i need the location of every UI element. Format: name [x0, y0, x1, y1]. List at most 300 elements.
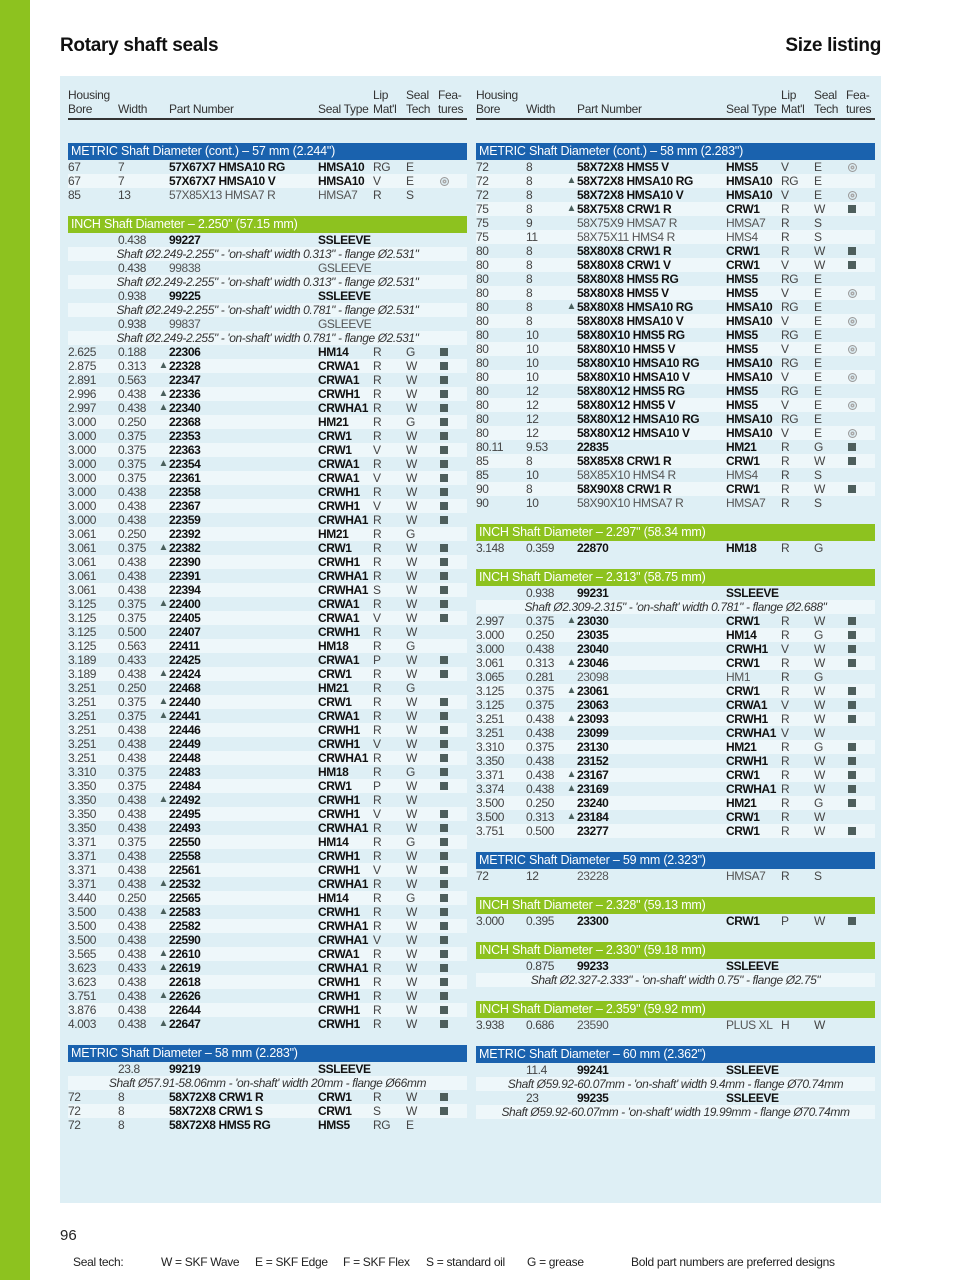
lip-material: V: [781, 398, 789, 412]
square-icon: [440, 390, 448, 398]
seal-type: CRWH1: [318, 989, 360, 1003]
housing-bore: [68, 233, 118, 247]
new-indicator-triangle-icon: [565, 244, 577, 258]
new-indicator-triangle-icon: ▲: [158, 962, 168, 973]
table-row: [68, 317, 467, 331]
part-number: 22411: [169, 639, 200, 653]
width: 10: [526, 356, 539, 370]
square-icon: [440, 852, 448, 860]
part-number: 22484: [169, 779, 201, 793]
table-row: [68, 709, 467, 723]
seal-type: HMSA7: [318, 188, 358, 202]
table-row: [476, 300, 875, 314]
width: 8: [118, 1104, 125, 1118]
square-icon: [848, 743, 856, 751]
part-number: 22358: [169, 485, 201, 499]
seal-type: SSLEEVE: [318, 233, 371, 247]
width: 0.438: [118, 821, 147, 835]
seal-tech: W: [814, 726, 825, 740]
lip-material: R: [373, 891, 382, 905]
part-number: 22405: [169, 611, 201, 625]
width: 0.563: [118, 373, 147, 387]
table-row: [68, 485, 467, 499]
new-indicator-triangle-icon: [157, 849, 169, 863]
part-number: 58X72X8 HMSA10 V: [577, 188, 684, 202]
seal-type: CRWHA1: [318, 961, 369, 975]
seal-type: CRWH1: [726, 712, 768, 726]
part-number: 57X85X13 HMSA7 R: [169, 188, 276, 202]
lip-material: [781, 1091, 814, 1105]
seal-type: CRW1: [318, 429, 352, 443]
features-cell: [438, 751, 467, 765]
new-indicator-triangle-icon: [157, 499, 169, 513]
seal-tech: W: [406, 779, 417, 793]
part-number: 58X80X10 HMS5 RG: [577, 328, 685, 342]
features-cell: [438, 345, 467, 359]
seal-type: HM1: [726, 670, 751, 684]
width: 0.281: [526, 670, 555, 684]
table-row: [476, 412, 875, 426]
housing-bore: 3.938: [476, 1018, 505, 1032]
lip-material: R: [373, 387, 382, 401]
square-icon: [440, 460, 448, 468]
table-row: [68, 499, 467, 513]
width: 0.438: [118, 387, 147, 401]
housing-bore: [476, 959, 526, 973]
table-row: [68, 863, 467, 877]
part-number: 58X72X8 CRW1 S: [169, 1104, 263, 1118]
part-number: 22400: [169, 597, 201, 611]
seal-tech: W: [406, 429, 417, 443]
part-number: 23240: [577, 796, 609, 810]
seal-type: CRWH1: [318, 905, 360, 919]
section-header: INCH Shaft Diameter – 2.313" (58.75 mm): [476, 569, 875, 586]
housing-bore: 2.997: [476, 614, 505, 628]
new-indicator-triangle-icon: [157, 835, 169, 849]
new-indicator-triangle-icon: ▲: [566, 615, 576, 626]
table-row: [476, 782, 875, 796]
width: 0.438: [118, 485, 147, 499]
new-indicator-triangle-icon: [565, 356, 577, 370]
lip-material: RG: [781, 384, 799, 398]
features-cell: [438, 905, 467, 919]
new-indicator-triangle-icon: [157, 919, 169, 933]
housing-bore: 72: [476, 869, 489, 883]
lip-material: R: [781, 656, 790, 670]
lip-material: R: [373, 835, 382, 849]
features-cell: [438, 429, 467, 443]
new-indicator-triangle-icon: [565, 698, 577, 712]
features-cell: [846, 454, 875, 468]
square-icon: [440, 866, 448, 874]
features-cell: [438, 415, 467, 429]
housing-bore: 3.061: [68, 569, 97, 583]
table-row: [476, 426, 875, 440]
housing-bore: 3.565: [68, 947, 97, 961]
features-cell: [438, 765, 467, 779]
part-number: 22361: [169, 471, 201, 485]
housing-bore: 3.061: [68, 527, 97, 541]
lip-material: V: [373, 863, 381, 877]
new-indicator-triangle-icon: [565, 384, 577, 398]
seal-tech: S: [406, 188, 414, 202]
housing-bore: 2.997: [68, 401, 97, 415]
width: 9: [526, 216, 533, 230]
seal-type: CRWA1: [318, 709, 360, 723]
table-row: [476, 754, 875, 768]
seal-tech: S: [814, 869, 822, 883]
part-number: 58X80X12 HMSA10 RG: [577, 412, 700, 426]
width: 0.438: [118, 933, 147, 947]
width: 0.438: [118, 233, 147, 247]
new-indicator-triangle-icon: [565, 796, 577, 810]
table-row: [476, 454, 875, 468]
header-text: tures: [846, 102, 872, 116]
seal-type: CRWHA1: [318, 919, 369, 933]
part-number: 99235: [577, 1091, 609, 1105]
lip-material: RG: [373, 1118, 391, 1132]
section-rows: [476, 541, 875, 555]
part-number: 23152: [577, 754, 609, 768]
width: 0.250: [526, 628, 555, 642]
seal-type: HM21: [318, 681, 349, 695]
width: 8: [526, 258, 533, 272]
new-indicator-triangle-icon: [157, 527, 169, 541]
width: 0.433: [118, 961, 147, 975]
left-column: [68, 80, 467, 1146]
square-icon: [440, 950, 448, 958]
part-number: 58X80X12 HMS5 RG: [577, 384, 685, 398]
width: 8: [526, 244, 533, 258]
size-listing-panel: [60, 76, 881, 1269]
table-row: [68, 821, 467, 835]
new-indicator-triangle-icon: [565, 482, 577, 496]
square-icon: [440, 600, 448, 608]
section-rows: [476, 586, 875, 838]
seal-type: HM21: [726, 796, 757, 810]
table-row: [68, 737, 467, 751]
part-number: 22306: [169, 345, 201, 359]
table-row: [68, 989, 467, 1003]
seal-type: HMS5: [726, 384, 758, 398]
seal-type: HMSA10: [726, 356, 773, 370]
new-indicator-triangle-icon: [565, 824, 577, 838]
part-number: 23040: [577, 642, 609, 656]
housing-bore: 80: [476, 384, 489, 398]
table-row: [476, 586, 875, 600]
features-cell: [846, 824, 875, 838]
square-icon: [848, 917, 856, 925]
new-indicator-triangle-icon: ▲: [566, 301, 576, 312]
square-icon: [440, 1107, 448, 1115]
section-rows: [476, 959, 875, 987]
housing-bore: 80: [476, 398, 489, 412]
table-row: [476, 796, 875, 810]
seal-type: CRWHA1: [318, 877, 369, 891]
seal-tech: W: [814, 712, 825, 726]
seal-type: HM21: [726, 740, 757, 754]
seal-tech: S: [814, 468, 822, 482]
housing-bore: 2.875: [68, 359, 97, 373]
table-row: [476, 272, 875, 286]
features-cell: [846, 726, 875, 740]
housing-bore: 3.251: [68, 695, 97, 709]
lip-material: S: [373, 583, 381, 597]
width: 8: [526, 160, 533, 174]
features-cell: [438, 1104, 467, 1118]
features-cell: [438, 457, 467, 471]
part-number: 22382: [169, 541, 201, 555]
width: 23.8: [118, 1062, 140, 1076]
seal-tech: W: [406, 989, 417, 1003]
part-number: 22347: [169, 373, 201, 387]
part-number: 58X80X8 HMSA10 V: [577, 314, 684, 328]
new-indicator-triangle-icon: ▲: [158, 1018, 168, 1029]
housing-bore: 3.500: [476, 810, 505, 824]
table-row: [476, 869, 875, 883]
seal-tech: W: [406, 1104, 417, 1118]
part-number: 23093: [577, 712, 609, 726]
width: 0.438: [118, 737, 147, 751]
table-row: [68, 174, 467, 188]
square-icon: [440, 838, 448, 846]
seal-type: CRW1: [726, 614, 760, 628]
seal-type: HMS5: [318, 1118, 350, 1132]
seal-tech: W: [406, 737, 417, 751]
features-cell: [438, 611, 467, 625]
lip-material: R: [781, 541, 790, 555]
header-cell: [68, 88, 118, 116]
square-icon: [440, 572, 448, 580]
part-number: 22558: [169, 849, 201, 863]
lip-material: [781, 959, 814, 973]
new-indicator-triangle-icon: [157, 188, 169, 202]
square-icon: [848, 617, 856, 625]
part-number: 22532: [169, 877, 201, 891]
lip-material: R: [373, 359, 382, 373]
housing-bore: 3.500: [476, 796, 505, 810]
housing-bore: 3.310: [68, 765, 97, 779]
square-icon: [440, 922, 448, 930]
header-cell: [118, 88, 157, 116]
table-row: [68, 289, 467, 303]
square-icon: [440, 474, 448, 482]
housing-bore: 3.751: [68, 989, 97, 1003]
table-row: [68, 541, 467, 555]
seal-type: CRWH1: [318, 793, 360, 807]
seal-type: CRW1: [318, 695, 352, 709]
header-text: Fea-: [438, 88, 462, 102]
new-indicator-triangle-icon: [565, 398, 577, 413]
table-row: [68, 681, 467, 695]
legend-grease: G = grease: [527, 1255, 584, 1269]
square-icon: [440, 488, 448, 496]
table-row: [68, 849, 467, 863]
seal-tech: W: [406, 877, 417, 891]
square-icon: [440, 362, 448, 370]
square-icon: [848, 631, 856, 639]
features-cell: [438, 807, 467, 821]
width: 23: [526, 1091, 539, 1105]
table-row: [68, 457, 467, 471]
header-text: Width: [526, 102, 556, 116]
table-row: [68, 597, 467, 611]
width: 10: [526, 496, 539, 510]
housing-bore: 3.148: [476, 541, 505, 555]
seal-type: HM21: [318, 527, 349, 541]
seal-tech: W: [406, 723, 417, 737]
section-rows: [476, 869, 875, 883]
new-indicator-triangle-icon: [565, 541, 577, 555]
new-indicator-triangle-icon: [157, 1062, 169, 1076]
features-cell: [438, 359, 467, 373]
seal-type: CRWA1: [318, 611, 360, 625]
seal-type: CRWH1: [318, 625, 360, 639]
square-icon: [440, 348, 448, 356]
seal-tech: G: [406, 639, 415, 653]
width: 12: [526, 426, 539, 440]
lip-material: R: [781, 712, 790, 726]
seal-type: CRWHA1: [318, 583, 369, 597]
seal-type: CRW1: [318, 541, 352, 555]
lip-material: R: [373, 667, 382, 681]
part-number: 23130: [577, 740, 609, 754]
seal-type: CRWH1: [318, 975, 360, 989]
features-cell: [846, 202, 875, 216]
width: 11.4: [526, 1063, 547, 1077]
new-indicator-triangle-icon: [565, 586, 577, 600]
square-icon: [848, 457, 856, 465]
housing-bore: 3.000: [68, 485, 97, 499]
seal-type: CRW1: [318, 1090, 352, 1104]
width: 8: [526, 174, 533, 188]
section-inch: [476, 524, 875, 555]
width: 0.438: [526, 642, 555, 656]
features-cell: [846, 754, 875, 768]
part-number: 58X72X8 HMSA10 RG: [577, 174, 693, 188]
square-icon: [848, 827, 856, 835]
new-indicator-triangle-icon: [157, 821, 169, 835]
new-indicator-triangle-icon: [565, 496, 577, 510]
lip-material: R: [373, 723, 382, 737]
part-number: 23169: [577, 782, 609, 796]
seal-tech: W: [406, 457, 417, 471]
housing-bore: 3.371: [476, 768, 505, 782]
lip-material: R: [781, 684, 790, 698]
lip-material: R: [781, 869, 790, 883]
page-title: Rotary shaft seals: [60, 35, 219, 56]
features-cell: [438, 947, 467, 961]
new-indicator-triangle-icon: [565, 188, 577, 203]
seal-type: HMS5: [726, 272, 758, 286]
width: 0.438: [118, 905, 147, 919]
housing-bore: 3.251: [68, 723, 97, 737]
housing-bore: 3.000: [68, 457, 97, 471]
seal-tech: [406, 233, 438, 247]
housing-bore: 3.371: [68, 835, 97, 849]
lip-material: V: [373, 933, 381, 947]
new-indicator-triangle-icon: [157, 1090, 169, 1104]
page-subtitle: Size listing: [785, 35, 881, 56]
seal-type: CRW1: [726, 824, 760, 838]
seal-tech: [814, 586, 846, 600]
square-icon: [440, 936, 448, 944]
housing-bore: 3.125: [68, 597, 97, 611]
lip-material: R: [781, 482, 790, 496]
seal-type: HM14: [318, 835, 349, 849]
header-text: Width: [118, 102, 148, 116]
new-indicator-triangle-icon: ▲: [158, 402, 168, 413]
seal-type: CRW1: [726, 202, 760, 216]
seal-tech: W: [406, 807, 417, 821]
square-icon: [440, 810, 448, 818]
part-number: 99233: [577, 959, 609, 973]
seal-type: GSLEEVE: [318, 317, 372, 331]
new-indicator-triangle-icon: [565, 426, 577, 441]
table-row: [68, 919, 467, 933]
housing-bore: 3.251: [476, 726, 505, 740]
new-indicator-triangle-icon: [157, 751, 169, 765]
seal-type: CRW1: [318, 667, 352, 681]
lip-material: R: [373, 821, 382, 835]
lip-material: [781, 1063, 814, 1077]
housing-bore: 80: [476, 370, 489, 384]
ring-icon: [848, 191, 857, 200]
square-icon: [440, 1093, 448, 1101]
lip-material: P: [373, 779, 381, 793]
table-row: [476, 684, 875, 698]
square-icon: [440, 656, 448, 664]
new-indicator-triangle-icon: [157, 583, 169, 597]
seal-tech: E: [814, 398, 822, 412]
seal-type: HMS4: [726, 468, 758, 482]
section-rows: [68, 1062, 467, 1132]
section-rows: [476, 914, 875, 928]
width: 8: [526, 188, 533, 202]
table-row: [476, 188, 875, 202]
new-indicator-triangle-icon: [565, 160, 577, 175]
seal-tech: W: [814, 454, 825, 468]
seal-tech: W: [814, 656, 825, 670]
width: 8: [526, 314, 533, 328]
table-row: [476, 712, 875, 726]
table-row: [68, 667, 467, 681]
table-row: [68, 401, 467, 415]
housing-bore: 3.371: [68, 863, 97, 877]
section-header: INCH Shaft Diameter – 2.359" (59.92 mm): [476, 1001, 875, 1018]
features-cell: [438, 541, 467, 555]
part-number: 58X80X10 HMSA10 V: [577, 370, 690, 384]
green-side-bar: [0, 0, 30, 1280]
lip-material: R: [781, 468, 790, 482]
width: 0.375: [118, 429, 147, 443]
seal-tech: W: [814, 1018, 825, 1032]
lip-material: V: [781, 370, 789, 384]
housing-bore: 3.125: [68, 611, 97, 625]
section-inch: [476, 942, 875, 987]
part-number: 58X72X8 HMS5 RG: [169, 1118, 271, 1132]
seal-type: CRW1: [726, 656, 760, 670]
table-row: [68, 373, 467, 387]
housing-bore: 75: [476, 216, 489, 230]
header-cell: [406, 88, 438, 116]
seal-tech: G: [814, 541, 823, 555]
square-icon: [440, 992, 448, 1000]
seal-type: CRWHA1: [318, 569, 369, 583]
lip-material: R: [373, 457, 382, 471]
table-row: [476, 1063, 875, 1077]
lip-material: R: [781, 230, 790, 244]
